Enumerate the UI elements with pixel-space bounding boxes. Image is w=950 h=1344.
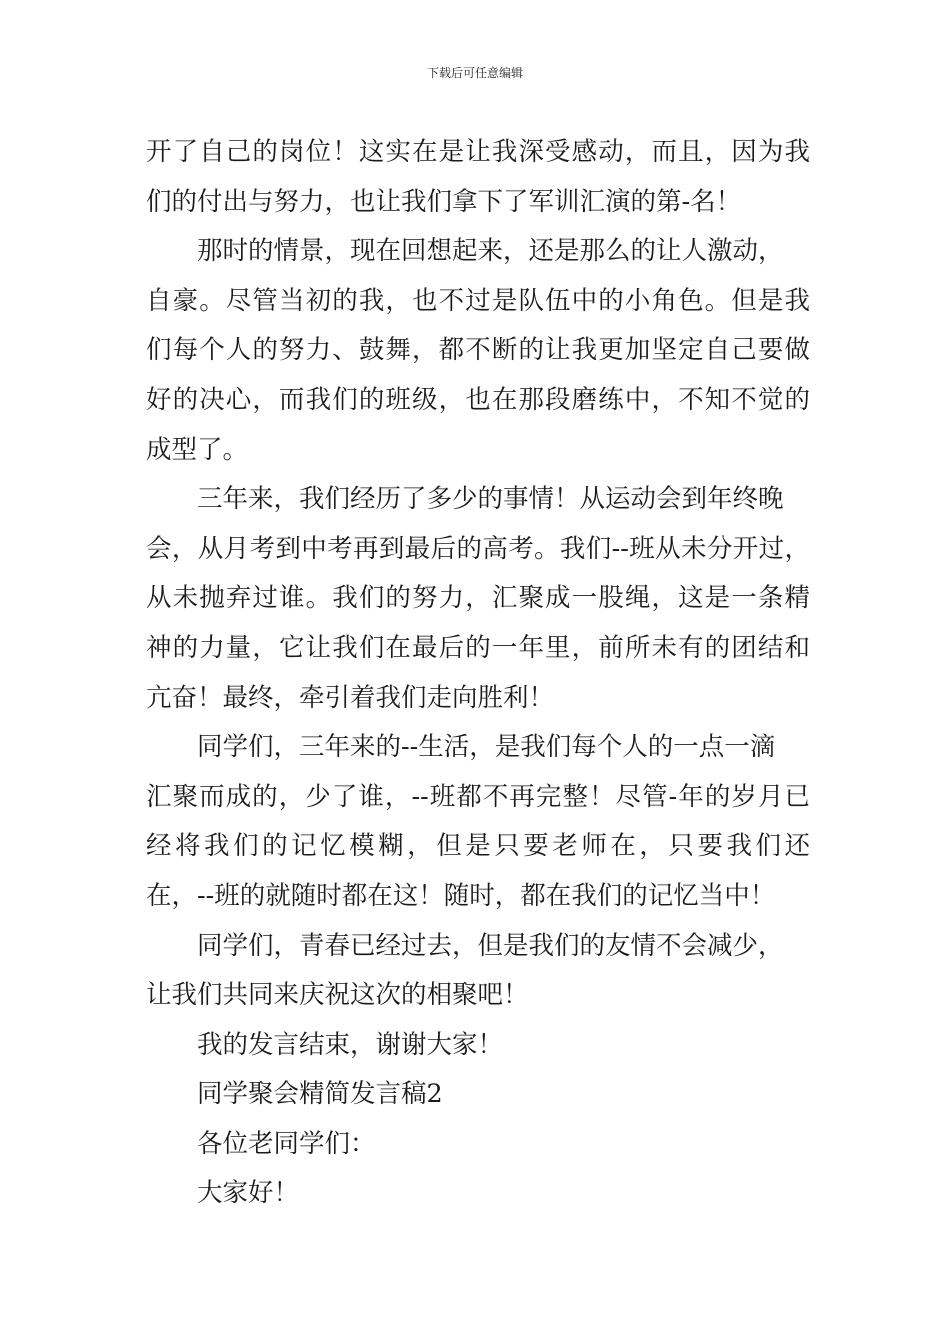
text-line: 会，从月考到中考再到最后的高考。我们--班从未分开过， [146,533,810,564]
text-line: 成型了。 [146,434,249,465]
text-line: 们的付出与努力，也让我们拿下了军训汇演的第-名！ [146,186,742,217]
text-line: 汇聚而成的，少了谁，--班都不再完整！尽管-年的岁月已 [146,781,810,812]
text-line: 让我们共同来庆祝这次的相聚吧！ [146,980,529,1011]
text-line: 从未抛弃过谁。我们的努力，汇聚成一股绳，这是一条精 [146,583,810,614]
text-line: 神的力量，它让我们在最后的一年里，前所未有的团结和 [146,632,810,663]
text-line: 在，--班的就随时都在这！随时，都在我们的记忆当中！ [146,880,776,911]
text-line: 我的发言结束，谢谢大家！ [197,1029,504,1060]
text-line: 同学们，青春已经过去，但是我们的友情不会减少， [197,930,784,961]
text-line: 们每个人的努力、鼓舞，都不断的让我更加坚定自己要做 [146,335,810,366]
greeting: 大家好！ [197,1178,300,1209]
page-header: 下载后可任意编辑 [426,66,523,80]
text-line: 自豪。尽管当初的我，也不过是队伍中的小角色。但是我 [146,285,810,316]
text-line: 亢奋！最终，牵引着我们走向胜利！ [146,682,555,713]
text-line: 好的决心，而我们的班级，也在那段磨练中，不知不觉的 [146,384,810,415]
text-line: 三年来，我们经历了多少的事情！从运动会到年终晚 [197,484,784,515]
text-line: 经将我们的记忆模糊，但是只要老师在，只要我们还 [146,831,810,862]
salutation: 各位老同学们： [197,1128,376,1159]
text-line: 同学们，三年来的--生活，是我们每个人的一点一滴 [197,732,776,763]
text-line: 开了自己的岗位！这实在是让我深受感动，而且，因为我 [146,137,810,167]
document-body [146,128,810,1219]
section-title: 同学聚会精简发言稿2 [197,1079,443,1110]
text-line: 那时的情景，现在回想起来，还是那么的让人激动， [197,236,784,267]
